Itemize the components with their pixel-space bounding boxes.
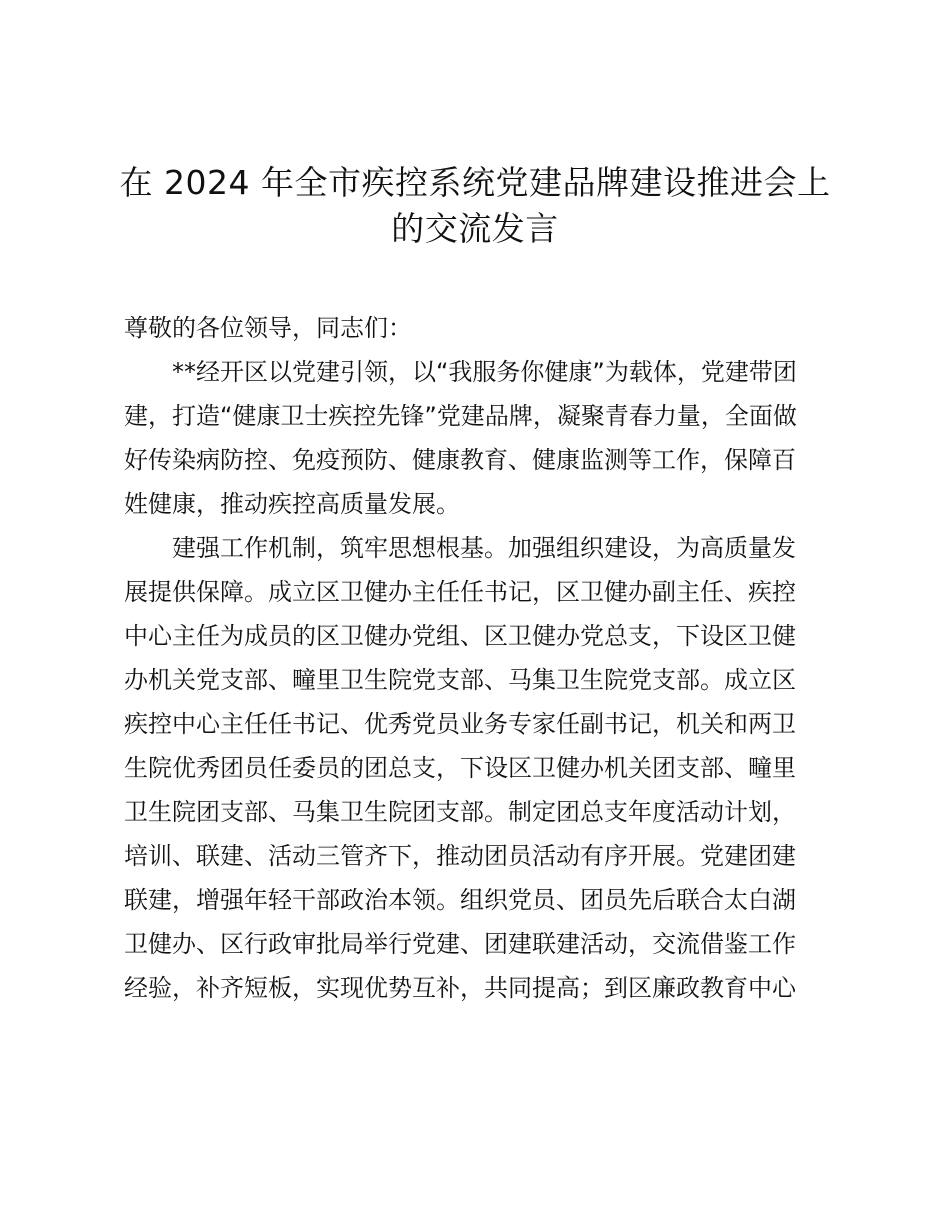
paragraph-line: 卫健办、区行政审批局举行党建、团建联建活动，交流借鉴工作 xyxy=(124,930,796,958)
paragraph-mechanism xyxy=(124,526,840,1010)
salutation: 尊敬的各位领导，同志们： xyxy=(124,314,412,342)
paragraph-line: 培训、联建、活动三管齐下，推动团员活动有序开展。党建团建 xyxy=(124,842,796,870)
paragraph-line: 经验，补齐短板，实现优势互补，共同提高；到区廉政教育中心 xyxy=(124,974,796,1002)
paragraph-line: 卫生院团支部、马集卫生院团支部。制定团总支年度活动计划， xyxy=(124,798,796,826)
title-line: 在 2024 年全市疾控系统党建品牌建设推进会上 xyxy=(119,163,831,202)
paragraph-intro xyxy=(124,350,840,526)
paragraph-line: 好传染病防控、免疫预防、健康教育、健康监测等工作，保障百 xyxy=(124,446,796,474)
document-body xyxy=(124,306,840,1010)
paragraph-line: 办机关党支部、疃里卫生院党支部、马集卫生院党支部。成立区 xyxy=(124,666,796,694)
paragraph-line: **经开区以党建引领，以“我服务你健康”为载体，党建带团 xyxy=(172,358,797,386)
paragraph-line: 生院优秀团员任委员的团总支，下设区卫健办机关团支部、疃里 xyxy=(124,754,796,782)
paragraph-line: 姓健康，推动疾控高质量发展。 xyxy=(124,490,460,518)
paragraph-line: 疾控中心主任任书记、优秀党员业务专家任副书记，机关和两卫 xyxy=(124,710,796,738)
paragraph-line: 联建，增强年轻干部政治本领。组织党员、团员先后联合太白湖 xyxy=(124,886,796,914)
paragraph-line: 中心主任为成员的区卫健办党组、区卫健办党总支，下设区卫健 xyxy=(124,622,796,650)
paragraph-line: 建强工作机制，筑牢思想根基。加强组织建设，为高质量发 xyxy=(172,534,796,562)
paragraph-line: 建，打造“健康卫士疾控先锋”党建品牌，凝聚青春力量，全面做 xyxy=(124,402,797,430)
document-title xyxy=(110,160,840,252)
title-line: 的交流发言 xyxy=(391,209,559,248)
paragraph-line: 展提供保障。成立区卫健办主任任书记，区卫健办副主任、疾控 xyxy=(124,578,796,606)
